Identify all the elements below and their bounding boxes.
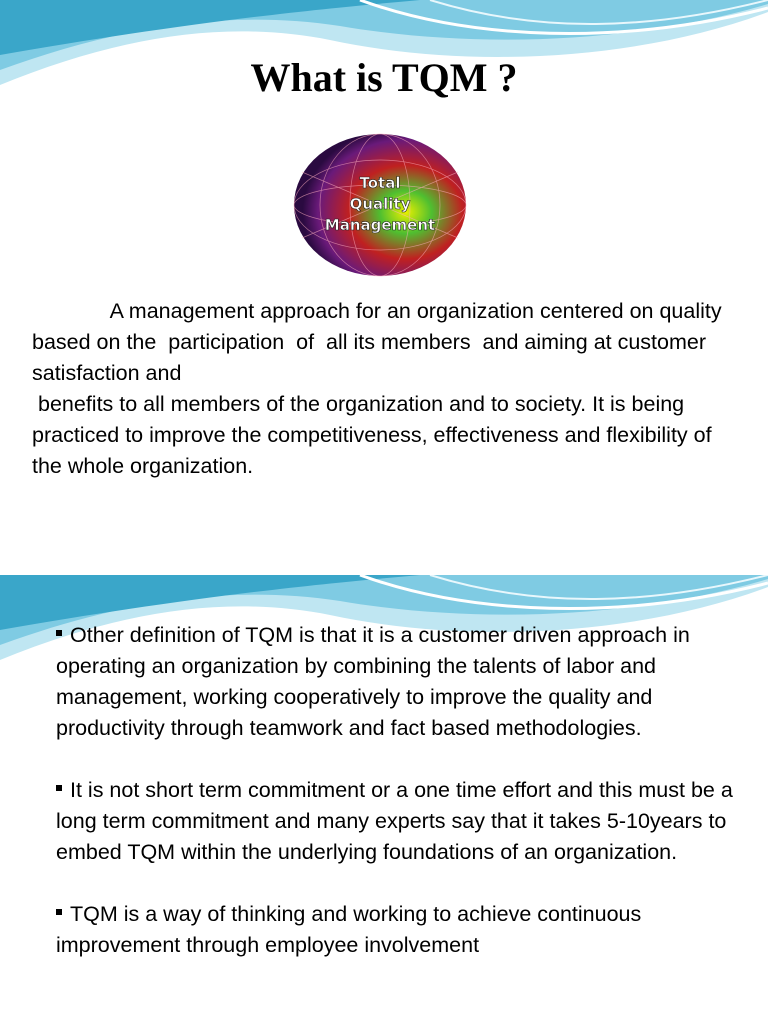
tqm-globe-logo — [292, 132, 468, 278]
bullet-item — [56, 775, 746, 868]
page-title: What is TQM ? — [250, 55, 518, 100]
bullet-list — [56, 620, 746, 992]
logo-text-line-1: Total — [359, 174, 401, 192]
bullet-text: Other definition of TQM is that it is a customer driven approach in operating an organization by combining the talents of labor and management, working cooperatively to improve the quality and productivity through teamwork and fact based methodologies. — [56, 623, 690, 740]
logo-text-line-2: Quality — [349, 195, 411, 213]
bullet-marker-icon — [56, 909, 62, 915]
bullet-item — [56, 899, 746, 961]
bullet-item — [56, 620, 746, 744]
tqm-definition-paragraph: A management approach for an organization centered on quality based on the participation of all its members and aiming at customer satisfaction and benefits to all members of the organization and to society. It is being practiced to improve the competitiveness, effectiveness and flexibility of the whole organization. — [32, 299, 722, 478]
bullet-marker-icon — [56, 785, 62, 791]
bullet-text: TQM is a way of thinking and working to achieve continuous improvement through employee involvement — [56, 902, 642, 957]
logo-text-line-3: Management — [324, 216, 436, 234]
bullet-text: It is not short term commitment or a one time effort and this must be a long term commitment and many experts say that it takes 5-10years to embed TQM within the underlying foundations of an organization. — [56, 778, 733, 864]
bullet-marker-icon — [56, 630, 62, 636]
